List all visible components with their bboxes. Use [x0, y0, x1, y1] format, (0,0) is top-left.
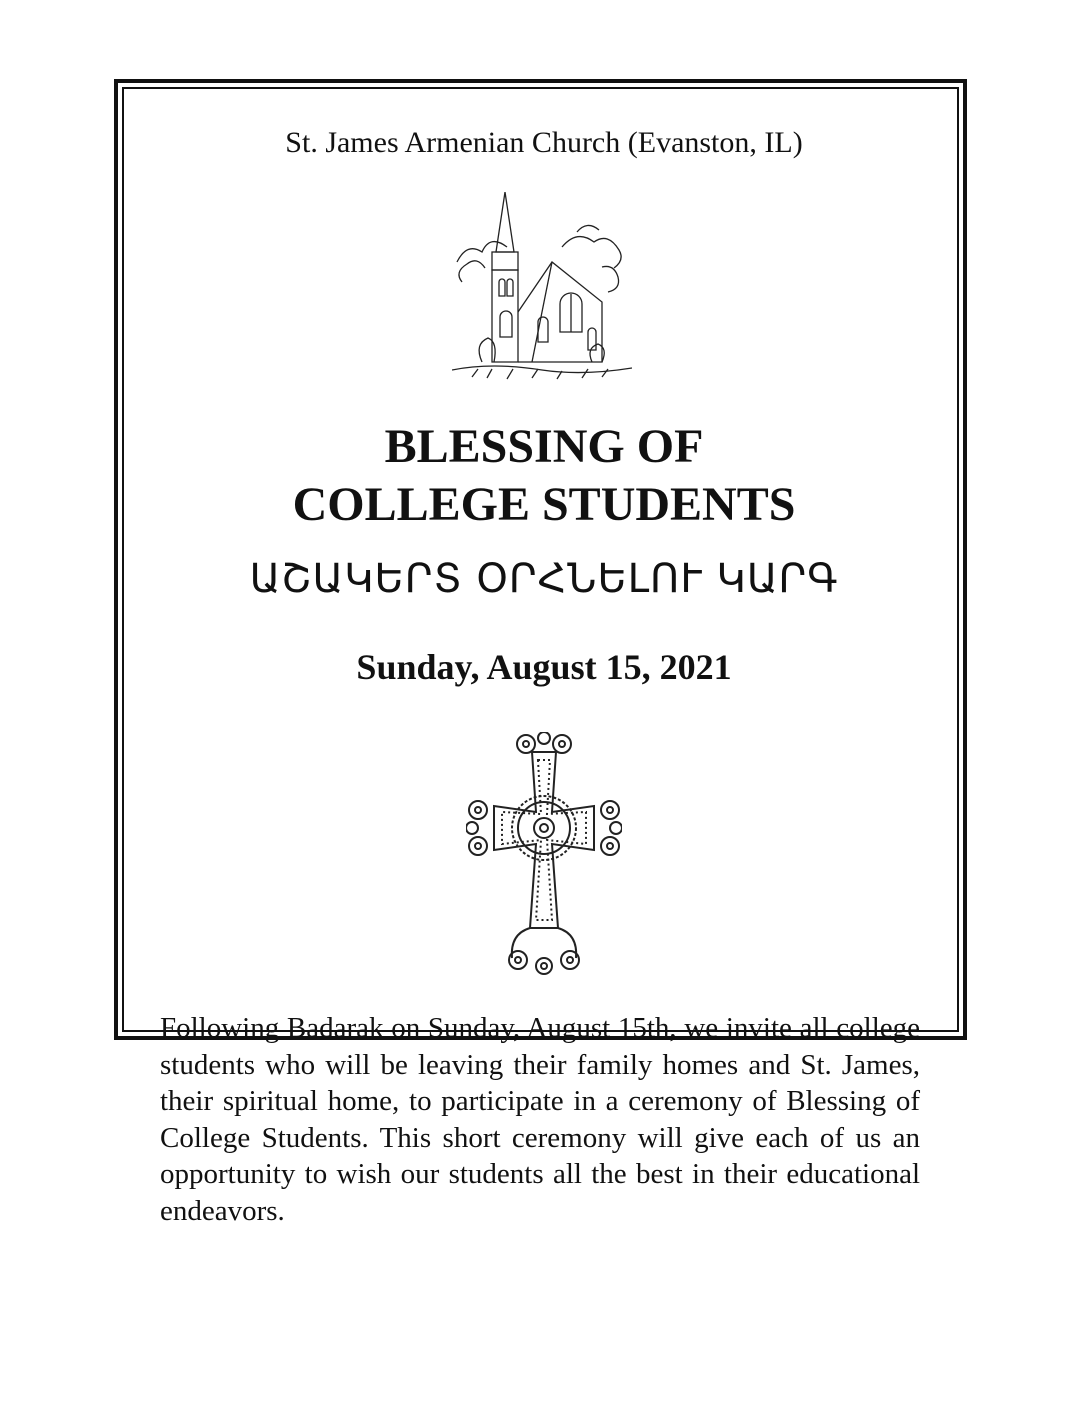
- title-line-2: COLLEGE STUDENTS: [292, 478, 796, 531]
- church-illustration: [452, 192, 632, 384]
- title-line-1: BLESSING OF: [384, 420, 704, 473]
- event-date: Sunday, August 15, 2021: [356, 647, 732, 687]
- armenian-title: ԱՇԱԿԵՐՏ ՕՐՀՆԵԼՈՒ ԿԱՐԳ: [249, 556, 839, 602]
- announcement-paragraph: Following Badarak on Sunday, August 15th, we invite all college students who will be leaving their family homes and St. James, their spiritual home, to participate in a ceremony of Blessing of College Students. This short ceremony will give each of us an opportunity to wish our students all the best in their educational endeavors.: [160, 1012, 920, 1227]
- armenian-cross-icon: [466, 732, 622, 976]
- church-name: St. James Armenian Church (Evanston, IL): [285, 126, 803, 159]
- page-title: [130, 418, 958, 534]
